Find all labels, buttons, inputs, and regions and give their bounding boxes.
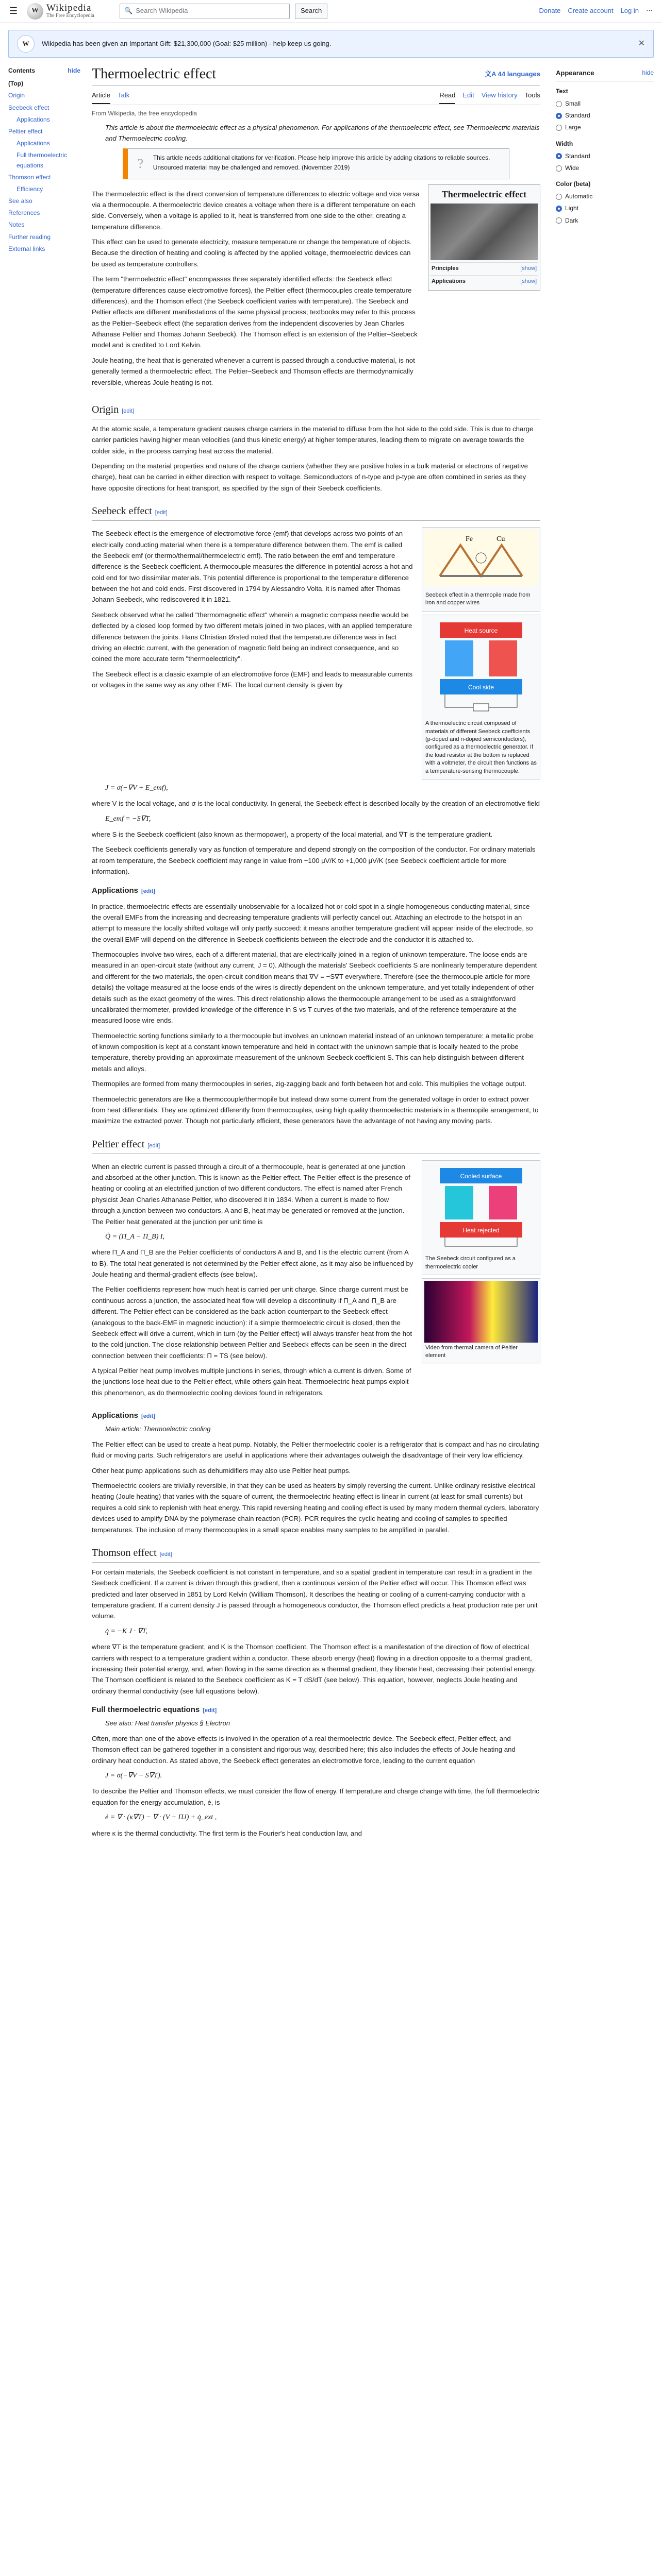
intro-paragraph: The thermoelectric effect is the direct conversion of temperature differences to electric voltage and vice versa via a thermocouple. A thermoelectric device creates a voltage when there is a different temperature on each side. Conversely, when a voltage is applied to it, heat is transferred from one side to the other, creating a temperature difference. [92, 190, 420, 231]
heat-source-label: Heat source [464, 626, 498, 634]
infobox-show-button[interactable]: [show] [520, 265, 537, 272]
figure-peltier-cooler [422, 1160, 540, 1275]
n-leg [489, 640, 517, 676]
paragraph: For certain materials, the Seebeck coefficient is not constant in temperature, and so a spatial gradient in temperature can result in a gradient in the Seebeck coefficient. If a current is driven through this gradient, then a continuous version of the Peltier effect will occur. This Thomson effect was predicted and later observed in 1851 by Lord Kelvin (William Thomson). It describes the heating or cooling of a current-carrying conductor with a temperature gradient. If a current density J is passed through a homogeneous conductor, the Thomson effect predicts a heat production rate per unit volume. [92, 1568, 538, 1620]
equation: J = σ(−∇V − S∇T). [105, 1772, 162, 1780]
toc-item[interactable]: External links [8, 245, 45, 252]
edit-link[interactable]: edit [149, 1142, 159, 1149]
paragraph: The Seebeck effect is the emergence of electromotive force (emf) that develops across two points of an electrically conducting material when there is a temperature difference between them. The emf is called the Seebeck emf (or thermo/thermal/thermoelectric emf). The ratio between the emf and temperature difference is the Seebeck coefficient. A thermocouple measures the difference in potential across a hot and cold end for two dissimilar materials. This potential difference is proportional to the temperature difference between the hot and cold ends. First discovered in 1794 by Alessandro Volta, it is named after Thomas Johann Seebeck, who rediscovered it in 1821. [92, 530, 413, 604]
toc-subitem[interactable]: Efficiency [16, 185, 43, 193]
question-icon: ? [137, 156, 144, 171]
close-icon[interactable]: ✕ [638, 39, 645, 48]
section-heading-seebeck-apps: Applications [92, 886, 139, 895]
equation: q̇ = −K J · ∇T, [105, 1627, 148, 1635]
infobox-image[interactable] [431, 204, 538, 260]
figure-thermopile [422, 527, 540, 611]
citation-notice [123, 148, 509, 179]
figure-caption: The Seebeck circuit configured as a thermoelectric cooler [425, 1256, 516, 1270]
infobox [428, 184, 540, 291]
search-placeholder: Search Wikipedia [136, 7, 188, 15]
edit-link[interactable]: edit [143, 1413, 154, 1420]
figure-thermal-video [422, 1278, 540, 1364]
user-links [539, 6, 653, 16]
article: Thermoelectric effect 文A 44 languages Article Talk Read Edit View history Tools From Wikipedia, the free encyclopedia This article is about the thermoelectric effect as a physical phenomenon. For applications of the thermoelectric effect, see Thermoelectric materials and Thermoelectric cooling. ? This article needs additional citations for verification. Please help improve this article by adding citations to reliable sources. Unsourced material may be challenged and removed. (November 2019) The thermoelectric effect is the direct conversion of temperature differences to electric voltage and vice versa via a thermocouple. A thermoelectric device creates a voltage when there is a different temperature on each side. Conversely, when a voltage is applied to it, heat is transferred from one side to the other, creating a temperature difference. This effect can be used to generate electricity, measure temperature or change the temperature of objects. Because the direction of heating and cooling is affected by the applied voltage, thermoelectric devices can be used as temperature controllers. The term "thermoelectric effect" encompasses three separately identified effects: the Seebeck effect (temperature differences cause electromotive forces), the Peltier effect (thermocouples create temperature differences), and the Thomson effect (the Seebeck coefficient varies with temperature). The Seebeck and Peltier effects are different manifestations of the same physical process; textbooks may refer to this process as the Peltier–Seebeck effect (the separation derives from the independent discoveries by Jean Charles Athanase Peltier and Thomas Johann Seebeck). The Thomson effect is an extension of the Peltier–Seebeck model and is credited to Lord Kelvin. Joule heating, the heat that is generated whenever a current is passed through a conductive material, is not generally termed a thermoelectric effect. The Peltier–Seebeck and Thomson effects are thermodynamically reversible, whereas Joule heating is not. Thermoelectric effect Principles [show] Applications [show] Origin [edit] At the atomic scale, a temperature gradient causes charge carriers in the material to diffuse from the hot side to the cold side. This is due to charge carrier particles having higher mean velocities (and thus kinetic energy) at higher temperatures, leading them to migrate on average towards the colder side, in the process carrying heat across the material. Depending on the material properties and nature of the charge carriers (whether they are positive holes in a bulk material or electrons of negative charge), heat can be carried in either direction with respect to voltage. Semiconductors of n-type and p-type are often combined in series as they have opposite directions for heat transport, as specified by the sign of their Seebeck coefficients. Seebeck effect [edit] The Seebeck effect is the emergence of electromotive force (emf) that develops across two points of an electrically conducting material when there is a temperature difference between them. The emf is called the Seebeck emf (or thermo/thermal/thermoelectric emf). The ratio between the emf and temperature difference is the Seebeck coefficient. A thermocouple measures the difference in potential across a hot and cold end for two dissimilar materials. This potential difference is proportional to the temperature difference between the hot and cold ends. First discovered in 1794 by Alessandro Volta, it is named after Thomas Johann Seebeck, who rediscovered it in 1821. Seebeck observed what he called "thermomagnetic effect" wherein a magnetic compass needle would be deflected by a closed loop formed by two different metals joined in two places, with an applied temperature difference between the joints. Hans Christian Ørsted noted that the temperature difference was in fact driving an electric current, with the generation of magnetic field being an indirect consequence, and so coined the more accurate term "thermoelectricity". The Seebeck effect is a classic example of an electromotive force (EMF) and leads to measurable currents or voltages in the same way as any other EMF. The local current density is given by Fe Cu Seebeck effect in a thermopile made from iron and copper wires Heat source Cool side A thermoelectric circuit composed of materials of different Seebeck coefficients (p-doped and n-doped semiconductors), configured as a thermoelectric generator. If the load resistor at the bottom is replaced with a voltmeter, the circuit then functions as a temperature-sensing thermocouple. J = σ(−∇V + E_emf), where V is the local voltage, and σ is the local conductivity. In general, the Seebeck effect is described locally by the creation of an electromotive field E_emf = −S∇T, where S is the Seebeck coefficient (also known as thermopower), a property of the local material, and ∇T is the temperature gradient. The Seebeck coefficients generally vary as function of temperature and depend strongly on the composition of the conductor. For ordinary materials at room temperature, the Seebeck coefficient may range in value from −100 μV/K to +1,000 μV/K (see Seebeck coefficient article for more information). Applications [edit] In practice, thermoelectric effects are essentially unobservable for a localized hot or cold spot in a single homogeneous conducting material, since the overall EMFs from the increasing and decreasing temperature gradients will perfectly cancel out. Attaching an electrode to the hotspot in an attempt to measure the locally shifted voltage will only partly succeed: it means another temperature gradient will appear inside of the electrode, so the overall EMF will depend on the difference in Seebeck coefficients between the electrode and the conductor it is attached to. Thermocouples involve two wires, each of a different material, that are electrically joined in a region of unknown temperature. The loose ends are measured in an open-circuit state (without any current, J = 0). Although the materials' Seebeck coefficients S are nonlinearly temperature dependent and different for the two materials, the open-circuit condition means that ∇V = −S∇T everywhere. Therefore (see the thermocouple article for more details) the voltage measured at the loose ends of the wires is directly dependent on the unknown temperature, and yet totally independent of other details such as the exact geometry of the wires. This direct relationship allows the thermocouple arrangement to be used as a straightforward uncalibrated thermometer, provided knowledge of the difference in S vs T curves of the two materials, and of the reference temperature at the measured loose wire ends. Thermoelectric sorting functions similarly to a thermocouple but involves an unknown material instead of an unknown temperature: a metallic probe of known composition is kept at a constant known temperature and held in contact with the unknown sample that is locally heated to the probe temperature, thereby providing an approximate measurement of the unknown Seebeck coefficient S. This can help distinguish between different metals and alloys. Thermopiles are formed from many thermocouples in series, zig-zagging back and forth between hot and cold. This multiplies the voltage output. Thermoelectric generators are like a thermocouple/thermopile but instead draw some current from the generated voltage in order to extract power from heat differentials. They are optimized differently from thermocouples, using high quality thermoelectric materials in a thermopile arrangement, to maximize the extracted power. Though not particularly efficient, these generators have the advantage of not having any moving parts. Peltier effect [edit] When an electric current is passed through a circuit of a thermocouple, heat is generated at one junction and absorbed at the other junction. This is known as the Peltier effect. The Peltier effect is the presence of heating or cooling at an electrified junction of two different conductors. The effect is named after French physicist Jean Charles Athanase Peltier, who discovered it in 1834. When a current is made to flow through a junction between two conductors, A and B, heat may be generated or removed at the junction. The Peltier heat generated at the junction per unit time is Q̇ = (Π_A − Π_B) I, where Π_A and Π_B are the Peltier coefficients of conductors A and B, and I is the electric current (from A to B). The total heat generated is not determined by the Peltier effect alone, as it may also be influenced by Joule heating and thermal-gradient effects (see below). The Peltier coefficients represent how much heat is carried per unit charge. Since charge current must be continuous across a junction, the associated heat flow will develop a discontinuity if Π_A and Π_B are different. The Peltier effect can be considered as the back-action counterpart to the Seebeck effect (analogous to the back-EMF in magnetic induction): if a simple thermoelectric circuit is closed, then the Seebeck effect will drive a current, which in turn (by the Peltier effect) will always transfer heat from the hot to the cold junction. The close relationship between Peltier and Seebeck effects can be seen in the direct connection between their coefficients: Π = TS (see below). A typical Peltier heat pump involves multiple junctions in series, through which a current is driven. Some of the junctions lose heat due to the Peltier effect, while others gain heat. Thermoelectric heat pumps exploit this phenomenon, as do thermoelectric cooling devices found in refrigerators. Cooled surface Heat rejected The Seebeck circuit configured as a thermoelectric cooler Video from thermal camera of Peltier element Applications [edit] Main article: Thermoelectric cooling The Peltier effect can be used to create a heat pump. Notably, the Peltier thermoelectric cooler is a refrigerator that is compact and has no circulating fluid or moving parts. Such refrigerators are useful in applications where their advantages outweigh the disadvantage of their very low efficiency. Other heat pump applications such as dehumidifiers may also use Peltier heat pumps. Thermoelectric coolers are trivially reversible, in that they can be used as heaters by simply reversing the current. Unlike ordinary resistive electrical heating (Joule heating) that varies with the square of current, the thermoelectric heating effect is linear in current (at least for small currents) but requires a cold sink to replenish with heat energy. This rapid reversing heating and cooling effect is used by many modern thermal cyclers, laboratory devices used to amplify DNA by the polymerase chain reaction (PCR). PCR requires the cyclic heating and cooling of samples to specified temperatures. The inclusion of many thermocouples in a small space enables many samples to be amplified in parallel. Thomson effect [edit] For certain materials, the Seebeck coefficient is not constant in temperature, and so a spatial gradient in temperature can result in a gradient in the Seebeck coefficient. If a current is driven through this gradient, then a continuous version of the Peltier effect will occur. This Thomson effect was predicted and later observed in 1851 by Lord Kelvin (William Thomson). It describes the heating or cooling of a current-carrying conductor with a temperature gradient. If a current density J is passed through a homogeneous conductor, the Thomson effect predicts a heat production rate per unit volume. q̇ = −K J · ∇T, where ∇T is the temperature gradient, and K is the Thomson coefficient. The Thomson effect is a manifestation of the direction of flow of electrical carriers with respect to a temperature gradient within a conductor. These absorb energy (heat) flowing in a direction opposite to a thermal gradient, increasing their potential energy, and, when flowing in the same direction as a thermal gradient, they liberate heat, decreasing their potential energy. The Thomson coefficient is related to the Seebeck coefficient as K = T dS/dT (see below). This equation, however, neglects Joule heating and ordinary thermal conductivity (see full equations below). Full thermoelectric equations [edit] See also: Heat transfer physics § Electron Often, more than one of the above effects is involved in the operation of a real thermoelectric device. The Seebeck effect, Peltier effect, and Thomson effect can be gathered together in a consistent and rigorous way, described here; this also includes the effects of Joule heating and ordinary heat conduction. As stated above, the Seebeck effect generates an electromotive force, leading to the current equation J = σ(−∇V − S∇T). To describe the Peltier and Thomson effects, we must consider the flow of energy. If temperature and charge change with time, the full thermoelectric equation for the energy accumulation, ė, is ė = ∇ · (κ∇T) − ∇ · (V + ΠJ) + q̇_ext , where κ is the thermal conductivity. The first term is the Fourier's heat conduction law, and [80, 58, 551, 1843]
fundraising-banner [8, 30, 654, 58]
radio-button[interactable] [556, 101, 562, 107]
circuit-diagram[interactable] [424, 617, 538, 715]
toc-item-top[interactable]: (Top) [8, 80, 24, 88]
option-label: Light [565, 205, 579, 212]
heat-rejected-label: Heat rejected [462, 1226, 500, 1234]
appearance-hide-button[interactable]: hide [642, 69, 654, 76]
radio-button[interactable] [556, 194, 562, 200]
header [0, 0, 662, 23]
infobox-key: Principles [432, 265, 459, 272]
edit-link[interactable]: edit [204, 1707, 215, 1714]
tab-article[interactable]: Article [92, 88, 110, 104]
option-label: Wide [565, 164, 580, 172]
figure-caption: Video from thermal camera of Peltier element [425, 1345, 518, 1359]
wikipedia-logo[interactable] [27, 3, 114, 20]
equation: ė = ∇ · (κ∇T) − ∇ · (V + ΠJ) + q̇_ext , [105, 1814, 217, 1822]
option-wide[interactable] [556, 162, 654, 174]
paragraph: Thermocouples involve two wires, each of a different material, that are electrically joined in a region of unknown temperature. The loose ends are measured in an open-circuit state (without any current, J = 0). Although the materials' Seebeck coefficients S are nonlinearly temperature dependent and different for the two materials, the open-circuit condition means that ∇V = −S∇T everywhere. Therefore (see the thermocouple article for more details) the voltage measured at the loose ends of the wires is directly dependent on the unknown temperature, and yet totally independent of other details such as the exact geometry of the wires. This direct relationship allows the thermocouple arrangement to be used as a straightforward uncalibrated thermometer, provided knowledge of the difference in S vs T curves of the two materials, and of the reference temperature at the measured loose wire ends. [92, 951, 537, 1025]
paragraph: The Seebeck effect is a classic example of an electromotive force (EMF) and leads to measurable currents or voltages in the same way as any other EMF. The local current density is given by [92, 670, 413, 689]
infobox-key: Applications [432, 278, 466, 284]
cool-side-label: Cool side [468, 683, 494, 691]
n-leg [489, 1186, 517, 1219]
edit-link[interactable]: edit [156, 510, 166, 516]
cooled-surface-label: Cooled surface [460, 1172, 502, 1180]
toc-subitem[interactable]: Applications [16, 115, 50, 123]
edit-link[interactable]: edit [161, 1551, 171, 1557]
option-large[interactable] [556, 122, 654, 133]
p-leg [445, 640, 473, 676]
table-of-contents [8, 58, 80, 1843]
option-label: Large [565, 124, 581, 131]
toc-hide-button[interactable]: hide [68, 67, 80, 74]
paragraph: Seebeck observed what he called "thermomagnetic effect" wherein a magnetic compass needle would be deflected by a closed loop formed by two different metals joined in two places, with an applied temperature difference between the joints. Hans Christian Ørsted noted that the temperature difference was in fact driving an electric current, with the generation of magnetic field being an indirect consequence, and so coined the more accurate term "thermoelectricity". [92, 611, 412, 663]
radio-button[interactable] [556, 165, 562, 172]
globe-icon: W [27, 3, 43, 20]
paragraph: where ∇T is the temperature gradient, and K is the Thomson coefficient. The Thomson effect is a manifestation of the direction of flow of electrical carriers with respect to a temperature gradient within a conductor. These absorb energy (heat) flowing in a direction opposite to a thermal gradient, increasing their potential energy, and, when flowing in the same direction as a thermal gradient, they liberate heat, decreasing their potential energy. The Thomson coefficient is related to the Seebeck coefficient as K = T dS/dT (see below). This equation, however, neglects Joule heating and ordinary thermal conductivity (see full equations below). [92, 1643, 536, 1695]
option-label: Standard [565, 112, 590, 120]
label-cu: Cu [496, 535, 505, 544]
menu-icon[interactable]: ☰ [9, 6, 18, 16]
paragraph: The Seebeck coefficients generally vary as function of temperature and depend strongly on the composition of the conductor. For ordinary materials at room temperature, the Seebeck coefficient may range in value from −100 μV/K to +1,000 μV/K (see Seebeck coefficient article for more information). [92, 845, 536, 876]
paragraph: At the atomic scale, a temperature gradient causes charge carriers in the material to diffuse from the hot side to the cold side. This is due to charge carrier particles having higher mean velocities (and thus kinetic energy) at higher temperatures, leading them to migrate on average towards the colder side, in the process carrying heat across the material. [92, 425, 534, 455]
paragraph: Other heat pump applications such as dehumidifiers may also use Peltier heat pumps. [92, 1466, 351, 1475]
label-fe: Fe [466, 535, 473, 544]
tab-history[interactable]: View history [481, 91, 518, 99]
toc-item[interactable]: See also [8, 197, 32, 205]
paragraph: where S is the Seebeck coefficient (also known as thermopower), a property of the local material, and ∇T is the temperature gradient. [92, 831, 493, 839]
radio-button[interactable] [556, 217, 562, 224]
toc-item[interactable]: Origin [8, 92, 25, 99]
banner-logo: W [17, 35, 35, 53]
section-heading-full-equations: Full thermoelectric equations [92, 1705, 200, 1715]
page-tabs [92, 88, 540, 105]
appearance-group-label: Text [556, 87, 568, 95]
radio-button[interactable] [556, 113, 562, 119]
citation-notice-text: This article needs additional citations for verification. Please help improve this article by adding citations to reliable sources. Unsourced material may be challenged and removed. (November 2019) [153, 154, 490, 172]
option-light[interactable] [556, 202, 654, 214]
edit-link[interactable]: edit [143, 888, 154, 894]
paragraph: The Peltier effect can be used to create a heat pump. Notably, the Peltier thermoelectric cooler is a refrigerator that is compact and has no circulating fluid or moving parts. Such refrigerators are useful in applications where their advantages outweigh the disadvantage of their very low efficiency. [92, 1440, 539, 1460]
paragraph: Often, more than one of the above effects is involved in the operation of a real thermoelectric device. The Seebeck effect, Peltier effect, and Thomson effect can be gathered together in a consistent and rigorous way, described here; this also includes the effects of Joule heating and ordinary heat conduction. As stated above, the Seebeck effect generates an electromotive force, leading to the current equation [92, 1734, 516, 1765]
paragraph: Depending on the material properties and nature of the charge carriers (whether they are positive holes in a bulk material or electrons of negative charge), heat can be carried in either direction with respect to voltage. Semiconductors of n-type and p-type are often combined in series as they have opposite directions for heat transport, as specified by the sign of their Seebeck coefficients. [92, 462, 528, 492]
search-button[interactable]: Search [295, 4, 327, 19]
banner-text: Wikipedia has been given an Important Gift: $21,300,000 (Goal: $25 million) - help keep us going. [42, 39, 332, 47]
toc-subitem[interactable]: Applications [16, 140, 50, 147]
tab-read[interactable]: Read [439, 88, 455, 104]
equation: E_emf = −S∇T, [105, 815, 151, 823]
paragraph: To describe the Peltier and Thomson effects, we must consider the flow of energy. If temperature and charge change with time, the full thermoelectric equation for the energy accumulation, ė, is [92, 1787, 539, 1806]
main-article-note: Main article: Thermoelectric cooling [105, 1425, 211, 1433]
toc-item[interactable]: Peltier effect [8, 127, 43, 135]
section-heading-origin: Origin [92, 403, 119, 415]
figure-caption: A thermoelectric circuit composed of materials of different Seebeck coefficients (p-doped and n-doped semiconductors), configured as a thermoelectric generator. If the load resistor at the bottom is replaced with a voltmeter, the circuit then functions as a temperature-sensing thermocouple. [425, 720, 537, 774]
equation: J = σ(−∇V + E_emf), [105, 784, 168, 792]
section-heading-peltier: Peltier effect [92, 1138, 145, 1150]
option-automatic[interactable] [556, 191, 654, 202]
equation: Q̇ = (Π_A − Π_B) I, [105, 1232, 165, 1241]
option-label: Dark [565, 216, 578, 224]
tab-talk[interactable]: Talk [118, 91, 130, 99]
thermopile-diagram[interactable] [424, 530, 538, 586]
toc-item[interactable]: Notes [8, 221, 25, 229]
option-dark[interactable] [556, 215, 654, 227]
paragraph: In practice, thermoelectric effects are essentially unobservable for a localized hot or cold spot in a single homogeneous conducting material, since the overall EMFs from the increasing and decreasing temperature gradients will perfectly cancel out. Attaching an electrode to the hotspot in an attempt to measure the locally shifted voltage will only partly succeed: it means another temperature gradient will appear inside of the electrode, so the overall EMF will depend on the difference in Seebeck coefficients between the electrode and the conductor it is attached to. [92, 902, 533, 943]
option-label: Small [565, 99, 581, 107]
appearance-group-label: Color (beta) [556, 180, 591, 188]
section-heading-seebeck: Seebeck effect [92, 505, 152, 517]
paragraph: Thermoelectric coolers are trivially reversible, in that they can be used as heaters by simply reversing the current. Unlike ordinary resistive electrical heating (Joule heating) that varies with the square of current, the thermoelectric heating effect is linear in current (at least for small currents) but requires a cold sink to replenish with heat energy. This rapid reversing heating and cooling effect is used by many modern thermal cyclers, laboratory devices used to amplify DNA by the polymerase chain reaction (PCR). PCR requires the cyclic heating and cooling of samples to specified temperatures. The inclusion of many thermocouples in a small space enables many samples to be amplified in parallel. [92, 1482, 539, 1534]
toc-item[interactable]: Further reading [8, 233, 51, 241]
appearance-panel [551, 58, 654, 1843]
appearance-heading: Appearance [556, 69, 594, 77]
paragraph: When an electric current is passed through a circuit of a thermocouple, heat is generated at one junction and absorbed at the other junction. This is known as the Peltier effect. The Peltier effect is the presence of heating or cooling at an electrified junction of two different conductors. The effect is named after French physicist Jean Charles Athanase Peltier, who discovered it in 1834. When a current is made to flow through a junction between two conductors, A and B, heat may be generated or removed at the junction. The Peltier heat generated at the junction per unit time is [92, 1162, 410, 1226]
toc-item[interactable]: References [8, 209, 40, 217]
paragraph: where Π_A and Π_B are the Peltier coefficients of conductors A and B, and I is the electric current (from A to B). The total heat generated is not determined by the Peltier effect alone, as it may also be influenced by Joule heating and thermal-gradient effects (see below). [92, 1248, 413, 1279]
option-standard[interactable] [556, 110, 654, 122]
load-resistor [473, 704, 489, 711]
intro-paragraph: Joule heating, the heat that is generated whenever a current is passed through a conductive material, is not generally termed a thermoelectric effect. The Peltier–Seebeck and Thomson effects are thermodynamically reversible, whereas Joule heating is not. [92, 356, 415, 386]
option-label: Standard [565, 152, 590, 160]
radio-button[interactable] [556, 125, 562, 131]
paragraph: Thermoelectric generators are like a thermocouple/thermopile but instead draw some current from the generated voltage in order to extract power from heat differentials. They are optimized differently from thermocouples, using high quality thermoelectric materials in a thermopile arrangement, to maximize the extracted power. Though not particularly efficient, these generators have the advantage of not having any moving parts. [92, 1095, 539, 1125]
page-title: Thermoelectric effect [92, 66, 217, 82]
see-also-note: See also: Heat transfer physics § Electron [105, 1719, 230, 1727]
infobox-show-button[interactable]: [show] [520, 278, 537, 284]
toc-item[interactable]: Seebeck effect [8, 104, 49, 111]
paragraph: Thermoelectric sorting functions similarly to a thermocouple but involves an unknown material instead of an unknown temperature: a metallic probe of known composition is kept at a constant known temperature and held in contact with the unknown sample that is locally heated to the probe temperature, thereby providing an approximate measurement of the unknown Seebeck coefficient S. This can help distinguish between different metals and alloys. [92, 1031, 534, 1073]
paragraph: The Peltier coefficients represent how much heat is carried per unit charge. Since charge current must be continuous across a junction, the associated heat flow will develop a discontinuity if Π_A and Π_B are different. The Peltier effect can be considered as the back-action counterpart to the Seebeck effect (analogous to the back-EMF in magnetic induction): if a simple thermoelectric circuit is closed, then the Seebeck effect will drive a current, which in turn (by the Peltier effect) will always transfer heat from the hot to the cold junction. The close relationship between Peltier and Seebeck effects can be seen in the direct connection between their coefficients: Π = TS (see below). [92, 1285, 412, 1360]
toc-subitem[interactable]: Full thermoelectric equations [16, 151, 68, 169]
create-account-link[interactable]: Create account [568, 7, 614, 15]
figure-thermoelectric-circuit [422, 615, 540, 779]
login-link[interactable]: Log in [620, 7, 639, 15]
tagline: The Free Encyclopedia [46, 13, 94, 19]
thermal-video-frame[interactable] [424, 1281, 538, 1343]
figure-caption: Seebeck effect in a thermopile made from iron and copper wires [425, 591, 531, 606]
tab-tools[interactable]: Tools [524, 91, 540, 99]
wordmark: Wikipedia [46, 3, 92, 13]
wire [445, 1238, 517, 1246]
more-icon[interactable]: ⋯ [646, 7, 653, 15]
donate-link[interactable]: Donate [539, 7, 561, 15]
from-wikipedia: From Wikipedia, the free encyclopedia [92, 110, 197, 117]
option-small[interactable] [556, 98, 654, 110]
translate-icon: 文A [485, 70, 498, 78]
hatnote: This article is about the thermoelectric effect as a physical phenomenon. For applications of the thermoelectric effect, see Thermoelectric materials and Thermoelectric cooling. [105, 124, 540, 143]
intro-paragraph: This effect can be used to generate electricity, measure temperature or change the temperature of objects. Because the direction of heating and cooling is affected by the applied voltage, thermoelectric devices can be used as temperature controllers. [92, 238, 412, 268]
paragraph: where V is the local voltage, and σ is the local conductivity. In general, the Seebeck effect is described locally by the creation of an electromotive field [92, 800, 540, 808]
paragraph: A typical Peltier heat pump involves multiple junctions in series, through which a current is driven. Some of the junctions lose heat due to the Peltier effect, while others gain heat. Thermoelectric heat pumps exploit this phenomenon, as do thermoelectric cooling devices found in refrigerators. [92, 1367, 411, 1397]
paragraph: where κ is the thermal conductivity. The first term is the Fourier's heat conduction law, and [92, 1829, 362, 1837]
section-heading-peltier-apps: Applications [92, 1411, 139, 1420]
radio-button[interactable] [556, 153, 562, 159]
languages-label: 44 languages [498, 70, 540, 78]
tab-edit[interactable]: Edit [462, 91, 474, 99]
toc-heading: Contents [8, 67, 35, 74]
languages-button[interactable] [485, 69, 540, 80]
option-label: Automatic [565, 193, 593, 200]
section-heading-thomson: Thomson effect [92, 1547, 157, 1558]
edit-link[interactable]: edit [123, 408, 133, 414]
radio-button[interactable] [556, 206, 562, 212]
search-input[interactable] [120, 4, 290, 19]
infobox-title: Thermoelectric effect [441, 189, 527, 199]
option-standard-width[interactable] [556, 150, 654, 162]
search-icon: 🔍 [124, 7, 133, 15]
appearance-group-label: Width [556, 140, 573, 147]
paragraph: Thermopiles are formed from many thermocouples in series, zig-zagging back and forth between hot and cold. This multiplies the voltage output. [92, 1080, 526, 1088]
toc-item[interactable]: Thomson effect [8, 173, 51, 181]
p-leg [445, 1186, 473, 1219]
peltier-diagram[interactable] [424, 1163, 538, 1250]
intro-paragraph: The term "thermoelectric effect" encompasses three separately identified effects: the Seebeck effect (temperature differences cause electromotive forces), the Peltier effect (thermocouples create temperature differences), and the Thomson effect (the Seebeck coefficient varies with temperature). The Seebeck and Peltier effects are different manifestations of the same physical process; textbooks may refer to this process as the Peltier–Seebeck effect (the separation derives from the independent discoveries by Jean Charles Athanase Peltier and Thomas Johann Seebeck). The Thomson effect is an extension of the Peltier–Seebeck model and is credited to Lord Kelvin. [92, 275, 418, 349]
